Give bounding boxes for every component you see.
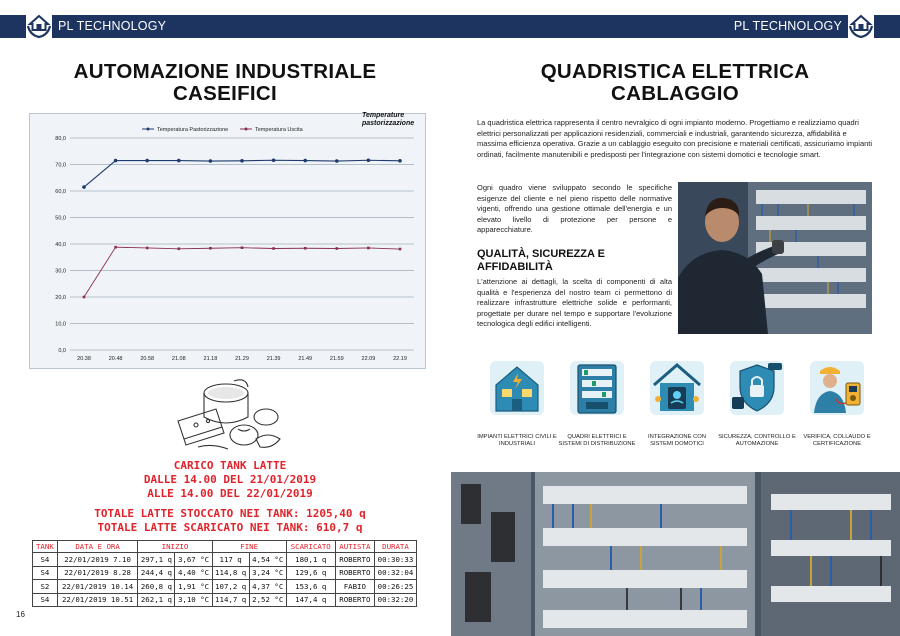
data-point <box>177 159 181 163</box>
data-point <box>272 158 276 162</box>
x-tick-label: 20.58 <box>140 356 155 362</box>
x-tick-label: 21.29 <box>235 356 249 362</box>
chart-svg <box>30 114 427 370</box>
table-row: S2 22/01/2019 10.14 260,8 q 1,91 °C 107,2 q 4,37 °C 153,6 q FABIO 00:26:25 <box>33 580 417 594</box>
house-hands-icon <box>848 13 874 39</box>
x-tick-label: 21.08 <box>171 356 186 362</box>
data-point <box>240 159 244 163</box>
data-point <box>83 296 86 299</box>
y-tick-label: 10,0 <box>55 321 66 328</box>
service-label: VERIFICA, COLLAUDO E CERTIFICAZIONE <box>803 434 871 447</box>
data-point <box>272 247 275 250</box>
data-point <box>114 246 117 249</box>
y-tick-label: 0,0 <box>58 348 66 354</box>
data-point <box>82 185 86 189</box>
legend-marker <box>245 128 248 131</box>
intro-paragraph: La quadristica elettrica rappresenta il centro nevralgico di ogni impianto moderno. Progettiamo e realizziamo quadri elettrici personalizzati per applicazioni residenziali, commerciali e industriali, garantendo sicurezza, affidabilità e massima efficienza operativa. Grazie a un cablaggio eseguito con precisione e materiali certificati, assicuriamo impianti ordinati, facilmente manutenibili e predisposti per l'integrazione con sistemi domotici e tecnologie smart. <box>477 118 873 159</box>
x-tick-label: 21.59 <box>329 356 344 362</box>
x-tick-label: 22.19 <box>393 356 407 362</box>
table-header: TANK <box>33 541 58 553</box>
table-header: AUTISTA <box>335 541 374 553</box>
x-tick-label: 21.18 <box>203 356 218 362</box>
y-tick-label: 70,0 <box>55 162 66 169</box>
y-tick-label: 80,0 <box>55 136 66 142</box>
table-header: FINE <box>212 541 286 553</box>
cheese-illustration-icon <box>168 377 286 455</box>
data-point <box>241 246 244 249</box>
x-tick-label: 22.09 <box>361 356 376 362</box>
y-tick-label: 50,0 <box>55 215 66 222</box>
brand-name: PL TECHNOLOGY <box>733 19 842 33</box>
brand-right <box>728 13 874 39</box>
table-header: SCARICATO <box>286 541 335 553</box>
tank-report-line: DALLE 14.00 DEL 21/01/2019 <box>143 473 317 486</box>
y-tick-label: 60,0 <box>55 189 66 195</box>
services-icon-strip <box>477 355 872 460</box>
legend-label: Temperatura Uscita <box>255 127 303 133</box>
electrician-photo <box>678 182 872 334</box>
legend-label: Temperatura Pastorizzazione <box>157 127 229 133</box>
service-item <box>637 355 717 448</box>
service-label: IMPIANTI ELETTRICI CIVILI E INDUSTRIALI <box>477 434 557 447</box>
table-row: S4 22/01/2019 8.28 244,4 q 4,40 °C 114,8 q 3,24 °C 129,6 q ROBERTO 00:32:04 <box>33 566 417 580</box>
tank-table <box>32 540 417 607</box>
x-tick-label: 20.38 <box>77 356 91 362</box>
right-page-title: QUADRISTICA ELETTRICA CABLAGGIO <box>540 60 810 105</box>
smart-home-icon <box>644 355 710 421</box>
table-header: DATA E ORA <box>57 541 138 553</box>
service-item <box>557 355 637 448</box>
service-item <box>797 355 877 448</box>
data-point <box>398 159 402 163</box>
y-tick-label: 30,0 <box>55 268 66 275</box>
table-row: S4 22/01/2019 10.51 262,1 q 3,10 °C 114,7 q 2,52 °C 147,4 q ROBERTO 00:32:20 <box>33 593 417 607</box>
service-label: QUADRI ELETTRICI E SISTEMI DI DISTRIBUZIONE <box>558 434 636 447</box>
data-point <box>209 159 213 163</box>
data-point <box>178 247 181 250</box>
electric-panel-icon <box>564 355 630 421</box>
x-tick-label: 21.39 <box>266 356 281 362</box>
security-shield-icon <box>724 355 790 421</box>
data-point <box>367 247 370 250</box>
tank-report-line: CARICO TANK LATTE <box>173 459 287 472</box>
brand-name: PL TECHNOLOGY <box>58 19 167 33</box>
table-header: INIZIO <box>138 541 212 553</box>
legend-marker <box>147 128 150 131</box>
series-line <box>84 247 400 297</box>
table-row: S4 22/01/2019 7.10 297,1 q 3,67 °C 117 q 4,54 °C 180,1 q ROBERTO 00:30:33 <box>33 553 417 567</box>
data-point <box>303 159 307 163</box>
wired-panel-photo <box>451 472 900 636</box>
data-point <box>114 159 118 163</box>
x-tick-label: 20.48 <box>108 356 123 362</box>
tank-report-line: ALLE 14.00 DEL 22/01/2019 <box>147 487 313 500</box>
quality-subheading: QUALITÀ, SICUREZZA E AFFIDABILITÀ <box>477 248 605 273</box>
tank-report-line: TOTALE LATTE STOCCATO NEI TANK: 1205,40 q <box>94 507 366 520</box>
page-number: 16 <box>16 610 25 619</box>
x-tick-label: 21.49 <box>298 356 313 362</box>
data-point <box>304 247 307 250</box>
service-item <box>477 355 557 448</box>
technician-tester-icon <box>804 355 870 421</box>
data-point <box>209 247 212 250</box>
data-point <box>335 159 339 163</box>
table-header: DURATA <box>374 541 416 553</box>
quality-paragraph: L'attenzione ai dettagli, la scelta di componenti di alta qualità e l'esperienza del nostro team ci permettono di realizzare infrastrutture elettriche solide e performanti, progettate per durare nel tempo e supportare l'evoluzione tecnologica degli edifici intelligenti. <box>477 277 672 328</box>
service-label: SICUREZZA, CONTROLLO E AUTOMAZIONE <box>718 434 796 447</box>
tank-report-line: TOTALE LATTE SCARICATO NEI TANK: 610,7 q <box>97 521 363 534</box>
building-electric-icon <box>484 355 550 421</box>
temperature-chart <box>29 113 426 369</box>
custom-panel-paragraph: Ogni quadro viene sviluppato secondo le specifiche esigenze del cliente e nel pieno rispetto delle normative vigenti, offrendo una gestione ottimale dell'energia e un elevato livello di protezione per persone e apparecchiature. <box>477 183 672 234</box>
house-hands-icon <box>26 13 52 39</box>
table-header-row <box>33 541 417 553</box>
service-label: INTEGRAZIONE CON SISTEMI DOMOTICI <box>648 434 706 447</box>
data-point <box>367 158 371 162</box>
brand-left <box>26 13 172 39</box>
chart-caption: Temperature pastorizzazione <box>362 112 415 127</box>
data-point <box>145 159 149 163</box>
data-point <box>336 247 339 250</box>
left-page-title: AUTOMAZIONE INDUSTRIALE CASEIFICI <box>73 60 377 105</box>
y-tick-label: 40,0 <box>55 242 66 248</box>
data-point <box>146 247 149 250</box>
y-tick-label: 20,0 <box>55 295 66 301</box>
service-item <box>717 355 797 448</box>
data-point <box>399 248 402 251</box>
